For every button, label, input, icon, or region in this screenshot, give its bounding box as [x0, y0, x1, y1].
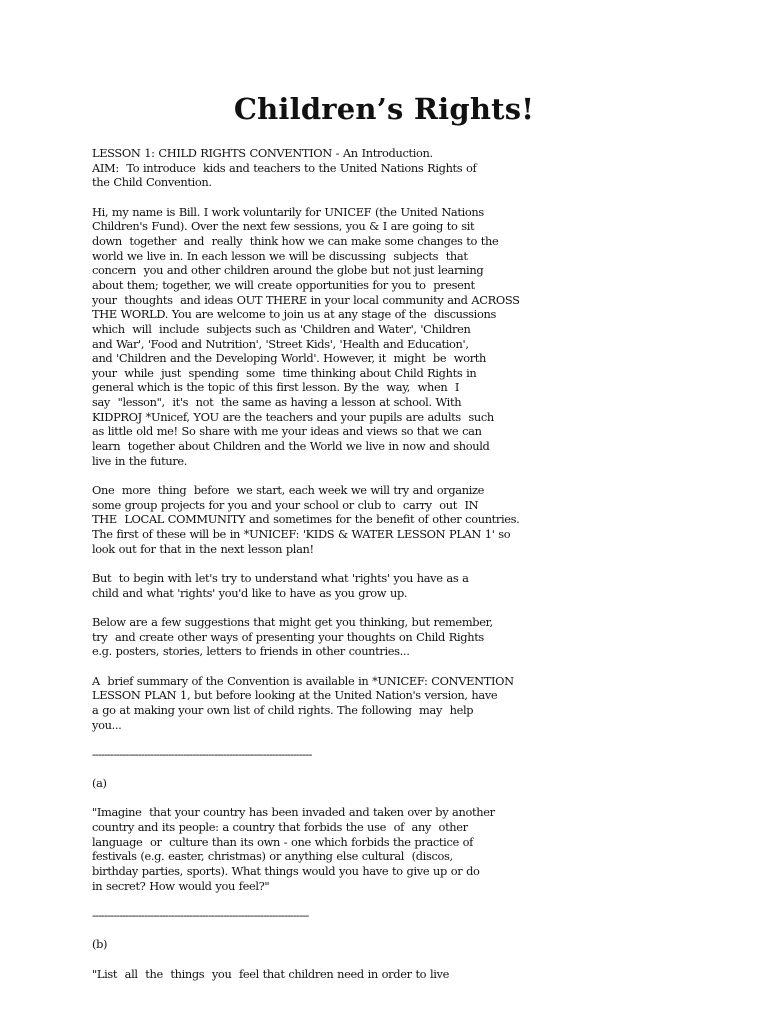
- text-line: down together and really think how we can make some changes to the: [92, 233, 499, 248]
- text-line: concern you and other children around the globe but not just learning: [92, 263, 484, 278]
- text-line: general which is the topic of this first lesson. By the way, when I: [92, 380, 460, 395]
- text-line: child and what 'rights' you'd like to have as you grow up.: [92, 585, 408, 600]
- text-line: e.g. posters, stories, letters to friends in other countries...: [92, 644, 410, 659]
- section-label-a: [92, 776, 552, 791]
- text-line: AIM: To introduce kids and teachers to the United Nations Rights of: [92, 160, 477, 175]
- text-line: say "lesson", it's not the same as having a lesson at school. With: [92, 395, 462, 410]
- question-a: [92, 805, 552, 893]
- text-line: KIDPROJ *Unicef, YOU are the teachers and your pupils are adults such: [92, 409, 494, 424]
- text-line: world we live in. In each lesson we will be discussing subjects that: [92, 248, 468, 263]
- text-line: LESSON PLAN 1, but before looking at the United Nation's version, have: [92, 688, 498, 703]
- text-line: country and its people: a country that forbids the use of any other: [92, 820, 468, 835]
- text-line: try and create other ways of presenting your thoughts on Child Rights: [92, 629, 484, 644]
- text-line: Children's Fund). Over the next few sessions, you & I are going to sit: [92, 219, 475, 234]
- text-line: your thoughts and ideas OUT THERE in your local community and ACROSS: [92, 292, 520, 307]
- text-line: and 'Children and the Developing World'. However, it might be worth: [92, 351, 487, 366]
- text-line: as little old me! So share with me your ideas and views so that we can: [92, 424, 482, 439]
- text-line: Below are a few suggestions that might get you thinking, but remember,: [92, 614, 493, 629]
- rights-paragraph: [92, 571, 552, 600]
- text-line: which will include subjects such as 'Children and Water', 'Children: [92, 321, 471, 336]
- summary-paragraph: [92, 674, 552, 733]
- text-line: But to begin with let's try to understand what 'rights' you have as a: [92, 570, 469, 585]
- lesson-heading: [92, 146, 552, 190]
- question-b: [92, 967, 552, 982]
- text-line: and War', 'Food and Nutrition', 'Street Kids', 'Health and Education',: [92, 336, 469, 351]
- text-line: about them; together, we will create opportunities for you to present: [92, 277, 475, 292]
- text-line: One more thing before we start, each week we will try and organize: [92, 483, 485, 498]
- text-line: festivals (e.g. easter, christmas) or anything else cultural (discos,: [92, 849, 453, 864]
- document-body: [92, 146, 552, 996]
- text-line: LESSON 1: CHILD RIGHTS CONVENTION - An Introduction.: [92, 146, 433, 160]
- suggestions-paragraph: [92, 615, 552, 659]
- text-line: "Imagine that your country has been invaded and taken over by another: [92, 805, 495, 820]
- projects-paragraph: [92, 483, 552, 556]
- text-line: you...: [92, 717, 122, 732]
- text-line: look out for that in the next lesson plan!: [92, 541, 314, 556]
- document-title: Children’s Rights!: [233, 92, 535, 126]
- section-divider: ------------------------------------------------------------------------: [92, 746, 312, 761]
- text-line: a go at making your own list of child rights. The following may help: [92, 702, 474, 717]
- text-line: language or culture than its own - one which forbids the practice of: [92, 834, 474, 849]
- text-line: live in the future.: [92, 453, 188, 468]
- text-line: in secret? How would you feel?": [92, 878, 270, 893]
- text-line: THE LOCAL COMMUNITY and sometimes for the benefit of other countries.: [92, 512, 520, 527]
- intro-paragraph: [92, 205, 552, 469]
- text-line: your while just spending some time thinking about Child Rights in: [92, 365, 477, 380]
- text-line: Hi, my name is Bill. I work voluntarily for UNICEF (the United Nations: [92, 204, 484, 219]
- text-line: some group projects for you and your school or club to carry out IN: [92, 497, 479, 512]
- text-line: THE WORLD. You are welcome to join us at any stage of the discussions: [92, 307, 496, 322]
- section-divider: -----------------------------------------------------------------------: [92, 907, 309, 922]
- text-line: "List all the things you feel that children need in order to live: [92, 966, 450, 981]
- text-line: learn together about Children and the World we live in now and should: [92, 439, 490, 454]
- text-line: birthday parties, sports). What things would you have to give up or do: [92, 864, 480, 879]
- text-line: the Child Convention.: [92, 175, 212, 190]
- text-line: (a): [92, 776, 107, 791]
- section-label-b: [92, 937, 552, 952]
- text-line: A brief summary of the Convention is available in *UNICEF: CONVENTION: [92, 673, 514, 688]
- text-line: The first of these will be in *UNICEF: 'KIDS & WATER LESSON PLAN 1' so: [92, 527, 511, 542]
- text-line: (b): [92, 937, 108, 952]
